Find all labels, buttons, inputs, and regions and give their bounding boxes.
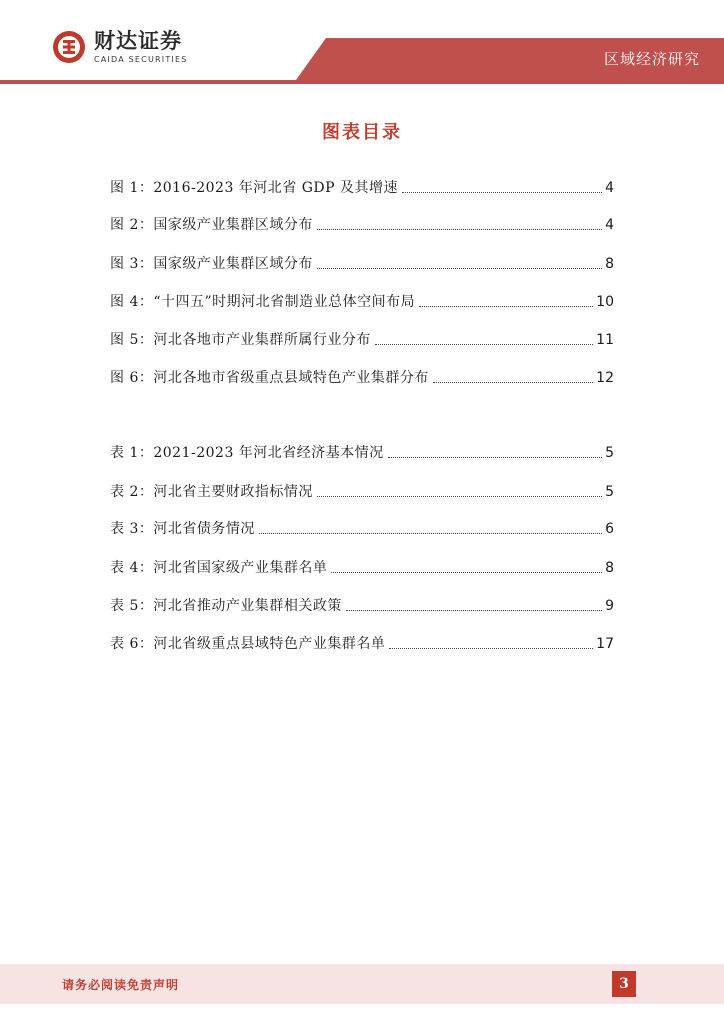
toc-leader-dots bbox=[317, 229, 602, 230]
toc-entry-label: 图 1：2016-2023 年河北省 GDP 及其增速 bbox=[110, 180, 399, 196]
company-name-cn: 财达证券 bbox=[94, 29, 182, 53]
toc-leader-dots bbox=[259, 533, 602, 534]
toc-entry-label: 图 6：河北各地市省级重点县域特色产业集群分布 bbox=[110, 370, 429, 386]
toc-entry-page: 5 bbox=[605, 484, 614, 500]
toc-entry-page: 8 bbox=[605, 560, 614, 576]
toc-entry-label: 表 6：河北省级重点县域特色产业集群名单 bbox=[110, 636, 386, 652]
toc-entry-label: 表 3：河北省债务情况 bbox=[110, 521, 255, 537]
toc-leader-dots bbox=[388, 457, 602, 458]
toc-entry-label: 表 2：河北省主要财政指标情况 bbox=[110, 484, 313, 500]
toc-entry-page: 4 bbox=[605, 217, 614, 233]
toc-entry-table-1[interactable] bbox=[110, 441, 614, 463]
toc-entry-table-4[interactable] bbox=[110, 556, 614, 578]
toc-leader-dots bbox=[375, 344, 593, 345]
toc-entry-label: 表 1：2021-2023 年河北省经济基本情况 bbox=[110, 445, 384, 461]
toc-entry-figure-3[interactable] bbox=[110, 252, 614, 274]
toc-entry-page: 8 bbox=[605, 256, 614, 272]
toc-entry-table-3[interactable] bbox=[110, 517, 614, 539]
toc-entry-label: 图 4：“十四五”时期河北省制造业总体空间布局 bbox=[110, 294, 416, 310]
toc-entry-figure-2[interactable] bbox=[110, 213, 614, 235]
toc-entry-figure-5[interactable] bbox=[110, 328, 614, 350]
toc-entry-label: 图 2：国家级产业集群区域分布 bbox=[110, 217, 313, 233]
toc-leader-dots bbox=[389, 648, 593, 649]
toc-entry-label: 表 5：河北省推动产业集群相关政策 bbox=[110, 598, 342, 614]
toc-entry-table-2[interactable] bbox=[110, 480, 614, 502]
toc-leader-dots bbox=[317, 496, 602, 497]
toc-entry-figure-6[interactable] bbox=[110, 366, 614, 388]
company-logo bbox=[52, 30, 188, 64]
caida-logo-icon bbox=[52, 30, 86, 64]
page-header bbox=[0, 0, 724, 90]
toc-entry-page: 9 bbox=[605, 598, 614, 614]
toc-entry-page: 10 bbox=[596, 294, 614, 310]
toc-entry-table-5[interactable] bbox=[110, 594, 614, 616]
toc-entry-page: 6 bbox=[605, 521, 614, 537]
toc-entry-label: 图 3：国家级产业集群区域分布 bbox=[110, 256, 313, 272]
toc-leader-dots bbox=[419, 306, 593, 307]
toc-leader-dots bbox=[317, 268, 602, 269]
page-title: 图表目录 bbox=[322, 122, 402, 143]
toc-entry-page: 4 bbox=[605, 180, 614, 196]
toc-leader-dots bbox=[331, 572, 602, 573]
company-name-en: CAIDA SECURITIES bbox=[94, 55, 188, 64]
toc-leader-dots bbox=[402, 192, 602, 193]
page-footer bbox=[0, 964, 724, 1004]
toc-entry-table-6[interactable] bbox=[110, 632, 614, 654]
toc-entry-page: 12 bbox=[596, 370, 614, 386]
toc-leader-dots bbox=[433, 382, 593, 383]
toc-entry-page: 11 bbox=[596, 332, 614, 348]
toc-entry-page: 5 bbox=[605, 445, 614, 461]
toc-leader-dots bbox=[346, 610, 602, 611]
section-title: 区域经济研究 bbox=[603, 50, 700, 68]
disclaimer-notice[interactable]: 请务必阅读免责声明 bbox=[62, 978, 180, 992]
toc-entry-page: 17 bbox=[596, 636, 614, 652]
toc-entry-figure-1[interactable] bbox=[110, 176, 614, 198]
toc-entry-figure-4[interactable] bbox=[110, 290, 614, 312]
toc-entry-label: 表 4：河北省国家级产业集群名单 bbox=[110, 560, 328, 576]
page-number: 3 bbox=[612, 971, 636, 997]
toc-entry-label: 图 5：河北各地市产业集群所属行业分布 bbox=[110, 332, 371, 348]
